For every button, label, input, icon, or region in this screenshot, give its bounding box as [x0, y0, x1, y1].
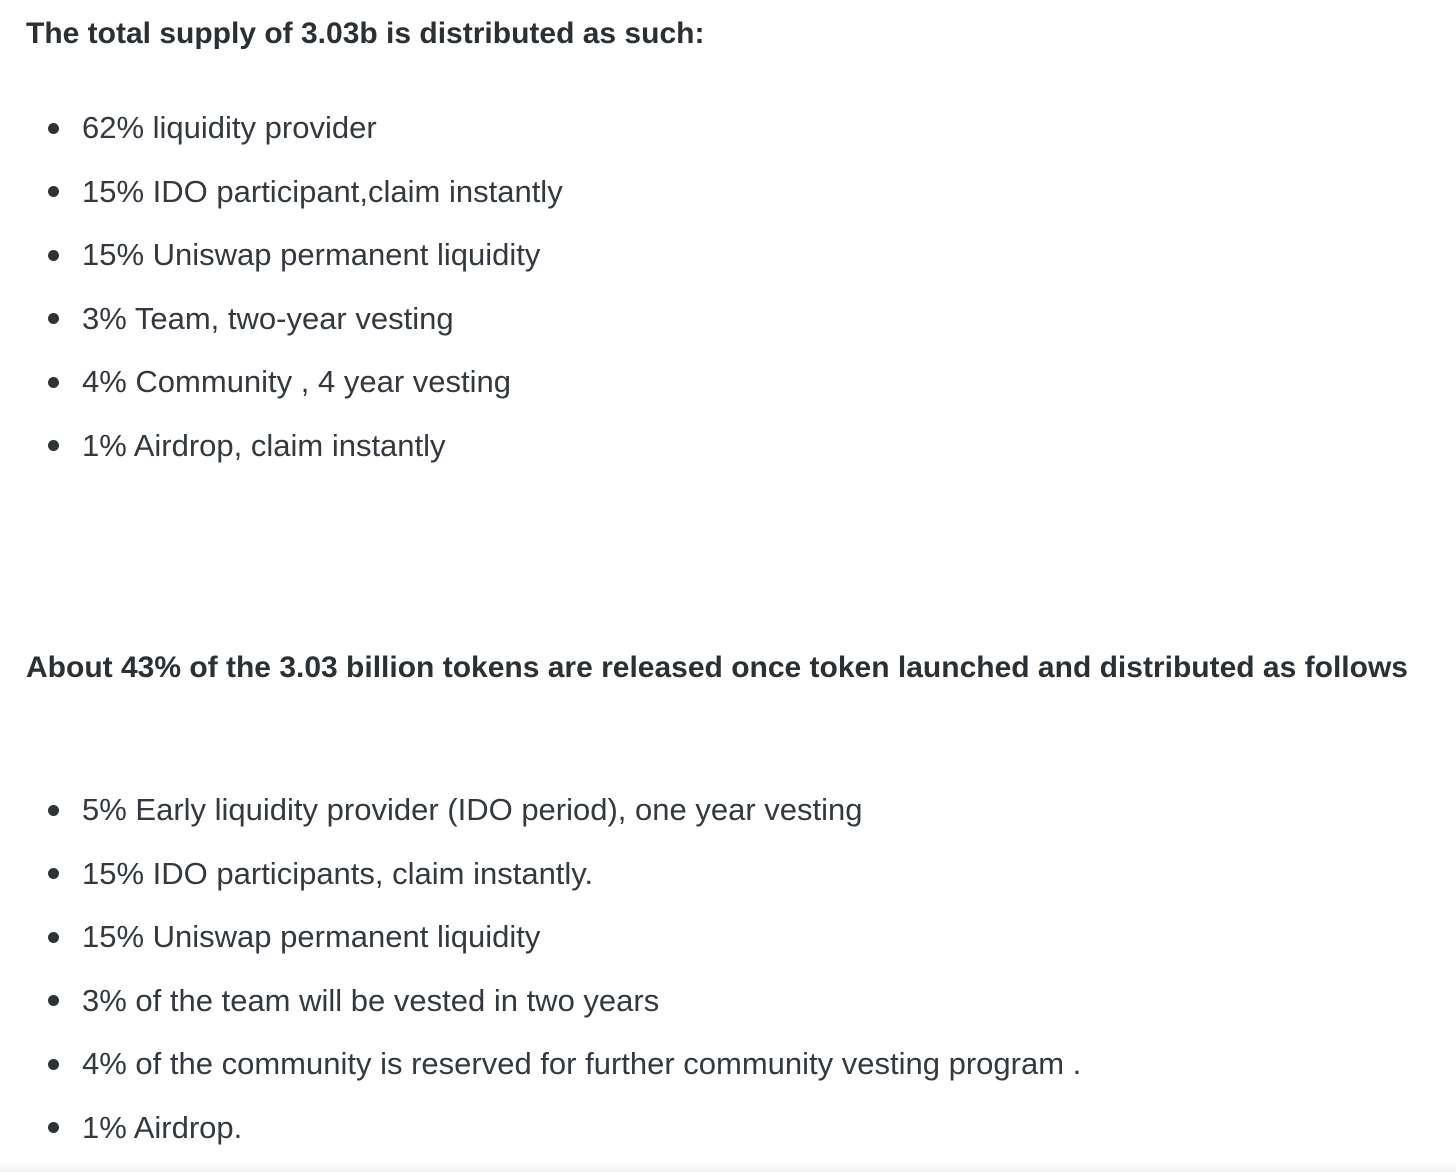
bullet-icon [48, 932, 59, 943]
release-distribution-section [26, 644, 1426, 692]
list-item [26, 287, 1426, 351]
list-item-text: 5% Early liquidity provider (IDO period), one year vesting [82, 792, 863, 827]
bullet-icon [48, 123, 59, 134]
release-distribution-heading: About 43% of the 3.03 billion tokens are released once token launched and distributed as follows [26, 651, 1408, 684]
bullet-icon [48, 250, 59, 261]
supply-distribution-section [26, 10, 1426, 58]
release-distribution-list [26, 778, 1426, 1159]
supply-distribution-heading: The total supply of 3.03b is distributed as such: [26, 17, 705, 50]
bullet-icon [48, 1122, 59, 1133]
list-item-text: 3% Team, two-year vesting [82, 300, 454, 336]
list-item-text: 4% Community , 4 year vesting [82, 364, 512, 399]
bullet-icon [48, 186, 59, 197]
list-item [26, 778, 1426, 842]
list-item [26, 160, 1426, 224]
list-item [26, 905, 1426, 969]
list-item [26, 1032, 1426, 1096]
list-item [26, 969, 1426, 1033]
bullet-icon [48, 1059, 59, 1070]
list-item [26, 842, 1426, 906]
list-item-text: 15% IDO participants, claim instantly. [82, 855, 594, 891]
list-item-text: 3% of the team will be vested in two years [82, 982, 660, 1018]
list-item [26, 223, 1426, 287]
bullet-icon [48, 313, 59, 324]
list-item [26, 1096, 1426, 1160]
bullet-icon [48, 440, 59, 451]
bullet-icon [48, 377, 59, 388]
list-item [26, 350, 1426, 414]
bottom-edge [0, 1162, 1456, 1172]
list-item-text: 4% of the community is reserved for further community vesting program . [82, 1046, 1082, 1081]
bullet-icon [48, 995, 59, 1006]
list-item [26, 96, 1426, 160]
list-item-text: 62% liquidity provider [82, 110, 377, 145]
list-item-text: 1% Airdrop. [82, 1109, 243, 1145]
list-item-text: 15% Uniswap permanent liquidity [82, 237, 541, 272]
list-item [26, 414, 1426, 478]
list-item-text: 15% IDO participant,claim instantly [82, 173, 563, 209]
bullet-icon [48, 868, 59, 879]
list-item-text: 1% Airdrop, claim instantly [82, 427, 446, 463]
supply-distribution-list [26, 96, 1426, 477]
list-item-text: 15% Uniswap permanent liquidity [82, 919, 541, 954]
bullet-icon [48, 805, 59, 816]
